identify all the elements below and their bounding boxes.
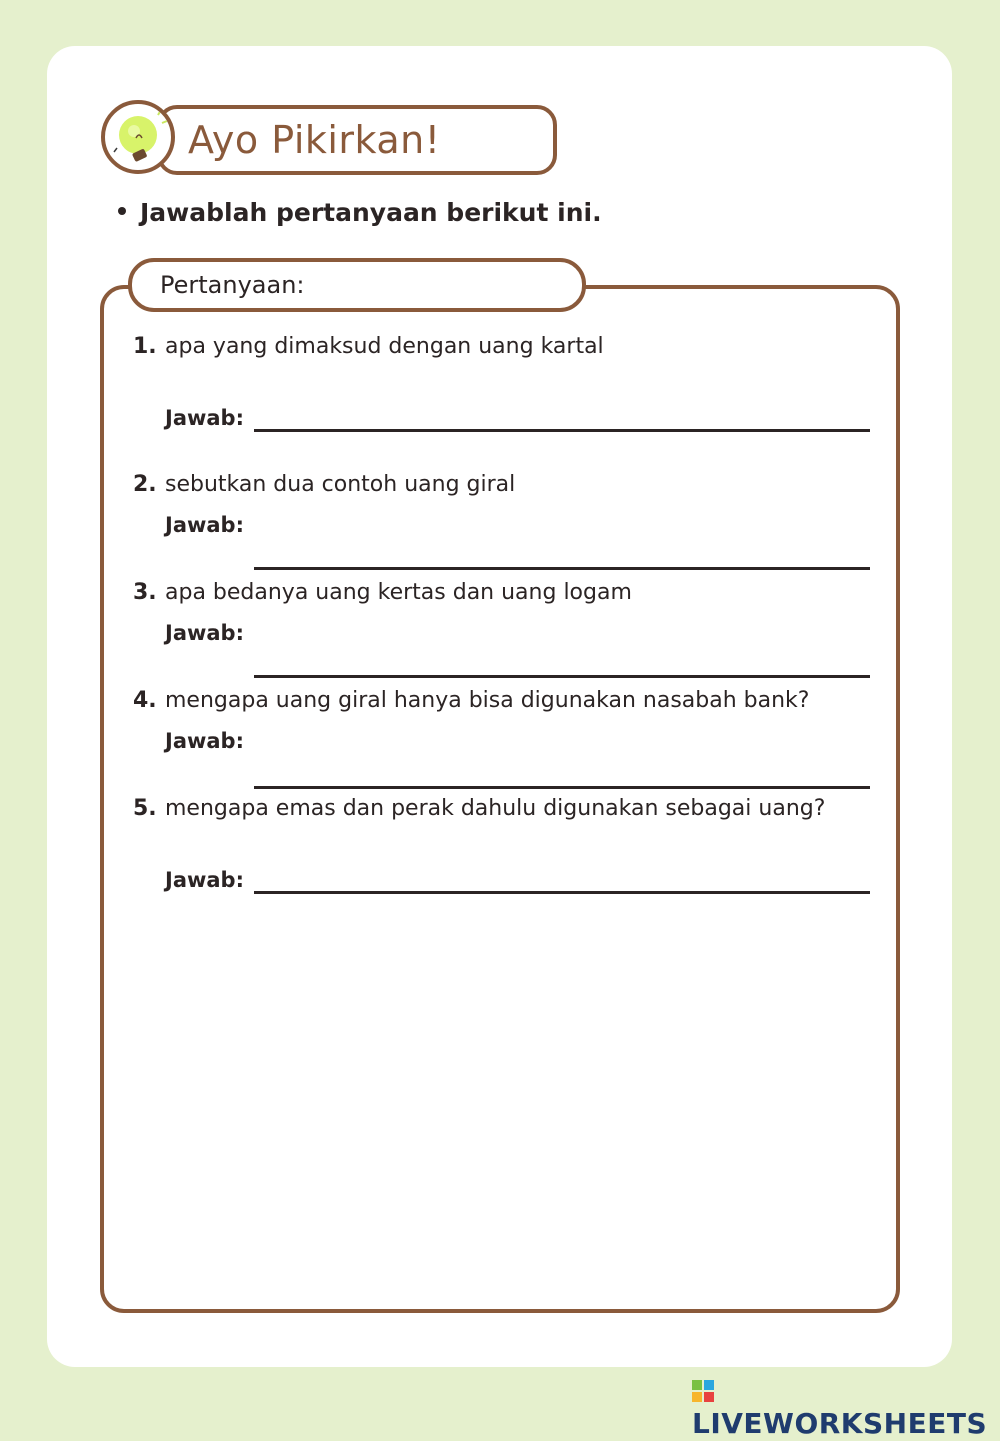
question-text: sebutkan dua contoh uang giral (165, 472, 516, 497)
answer-line[interactable] (254, 786, 870, 789)
answer-label: Jawab: (165, 513, 244, 537)
question-text: apa bedanya uang kertas dan uang logam (165, 580, 632, 605)
answer-label: Jawab: (165, 868, 244, 892)
question-number: 2. (133, 472, 157, 497)
question-number: 3. (133, 580, 157, 605)
answer-label: Jawab: (165, 406, 244, 430)
liveworksheets-logo-icon (692, 1380, 714, 1402)
instruction-text: Jawablah pertanyaan berikut ini. (140, 198, 602, 227)
section-label: Pertanyaan: (160, 271, 305, 299)
lightbulb-icon (101, 100, 175, 174)
question-number: 5. (133, 796, 157, 821)
question-number: 1. (133, 334, 157, 359)
watermark-text: LIVEWORKSHEETS (692, 1407, 988, 1440)
question-text: mengapa emas dan perak dahulu digunakan sebagai uang? (165, 796, 826, 821)
question-text: apa yang dimaksud dengan uang kartal (165, 334, 604, 359)
answer-line[interactable] (254, 567, 870, 570)
answer-label: Jawab: (165, 729, 244, 753)
answer-line[interactable] (254, 675, 870, 678)
bullet-icon (118, 207, 126, 215)
question-number: 4. (133, 688, 157, 713)
question-text: mengapa uang giral hanya bisa digunakan nasabah bank? (165, 688, 810, 713)
liveworksheets-watermark (692, 1373, 1000, 1440)
answer-line[interactable] (254, 891, 870, 894)
page-title: Ayo Pikirkan! (188, 118, 441, 162)
answer-line[interactable] (254, 429, 870, 432)
answer-label: Jawab: (165, 621, 244, 645)
instruction (118, 198, 602, 227)
